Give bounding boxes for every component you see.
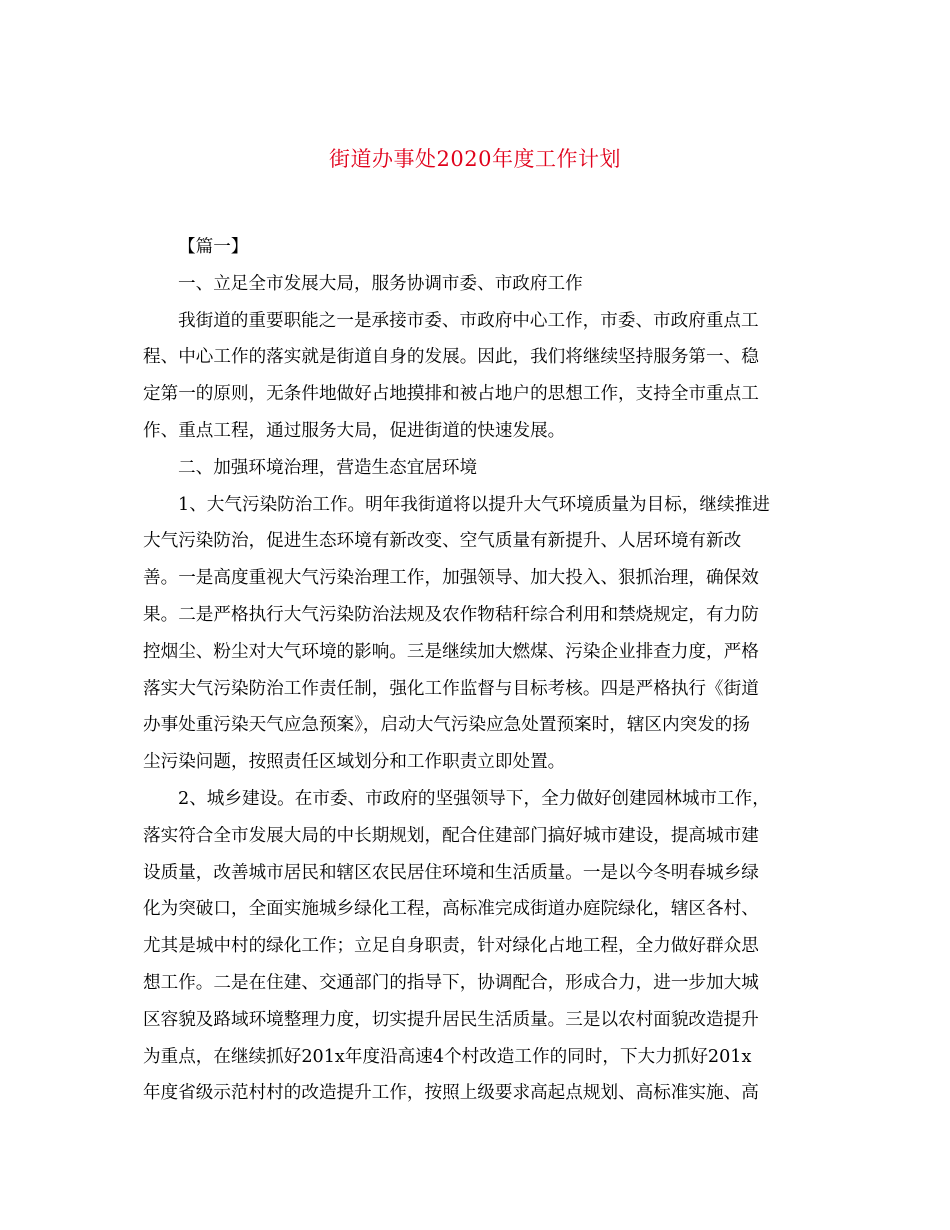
paragraph-line: 果。二是严格执行大气污染防治法规及农作物秸秆综合利用和禁烧规定，有力防	[143, 605, 759, 625]
paragraph-line: 落实符合全市发展大局的中长期规划，配合住建部门搞好城市建设，提高城市建	[143, 825, 759, 846]
paragraph-line: 落实大气污染防治工作责任制，强化工作监督与目标考核。四是严格执行《街道	[143, 678, 759, 699]
paragraph-first-line: 一、立足全市发展大局，服务协调市委、市政府工作	[178, 273, 583, 294]
paragraph-line: 办事处重污染天气应急预案》，启动大气污染应急处置预案时，辖区内突发的扬	[143, 715, 750, 736]
paragraph-line: 化为突破口，全面实施城乡绿化工程，高标准完成街道办庭院绿化，辖区各村、	[143, 899, 759, 920]
paragraph-first-line: 1、大气污染防治工作。明年我街道将以提升大气环境质量为目标，继续推进	[178, 494, 770, 515]
paragraph-line: 为重点，在继续抓好201x年度沿高速4个村改造工作的同时，下大力抓好201x	[143, 1046, 752, 1067]
paragraph-line: 定第一的原则，无条件地做好占地摸排和被占地户的思想工作，支持全市重点工	[143, 384, 759, 405]
paragraph-first-line: 我街道的重要职能之一是承接市委、市政府中心工作，市委、市政府重点工	[178, 310, 759, 331]
paragraph-first-line: 【篇一】	[178, 237, 249, 257]
paragraph-first-line: 2、城乡建设。在市委、市政府的坚强领导下，全力做好创建园林城市工作，	[178, 789, 770, 809]
paragraph-line: 想工作。二是在住建、交通部门的指导下，协调配合，形成合力，进一步加大城	[143, 973, 759, 993]
paragraph-line: 控烟尘、粉尘对大气环境的影响。三是继续加大燃煤、污染企业排查力度，严格	[143, 641, 759, 662]
paragraph-line: 区容貌及路域环境整理力度，切实提升居民生活质量。三是以农村面貌改造提升	[143, 1009, 759, 1030]
paragraph-line: 设质量，改善城市居民和辖区农民居住环境和生活质量。一是以今冬明春城乡绿	[143, 862, 759, 883]
paragraph-line: 尤其是城中村的绿化工作；立足自身职责，针对绿化占地工程，全力做好群众思	[143, 936, 759, 957]
paragraph-line: 程、中心工作的落实就是街道自身的发展。因此，我们将继续坚持服务第一、稳	[143, 347, 759, 368]
paragraph-line: 善。一是高度重视大气污染治理工作，加强领导、加大投入、狠抓治理，确保效	[143, 568, 759, 589]
paragraph-line: 作、重点工程，通过服务大局，促进街道的快速发展。	[143, 421, 566, 441]
paragraph-line: 大气污染防治，促进生态环境有新改变、空气质量有新提升、人居环境有新改	[143, 531, 742, 552]
paragraph-first-line: 二、加强环境治理，营造生态宜居环境	[178, 457, 478, 478]
document-title: 街道办事处2020年度工作计划	[329, 147, 621, 171]
paragraph-line: 尘污染问题，按照责任区域划分和工作职责立即处置。	[143, 752, 566, 773]
paragraph-line: 年度省级示范村村的改造提升工作，按照上级要求高起点规划、高标准实施、高	[143, 1083, 759, 1104]
